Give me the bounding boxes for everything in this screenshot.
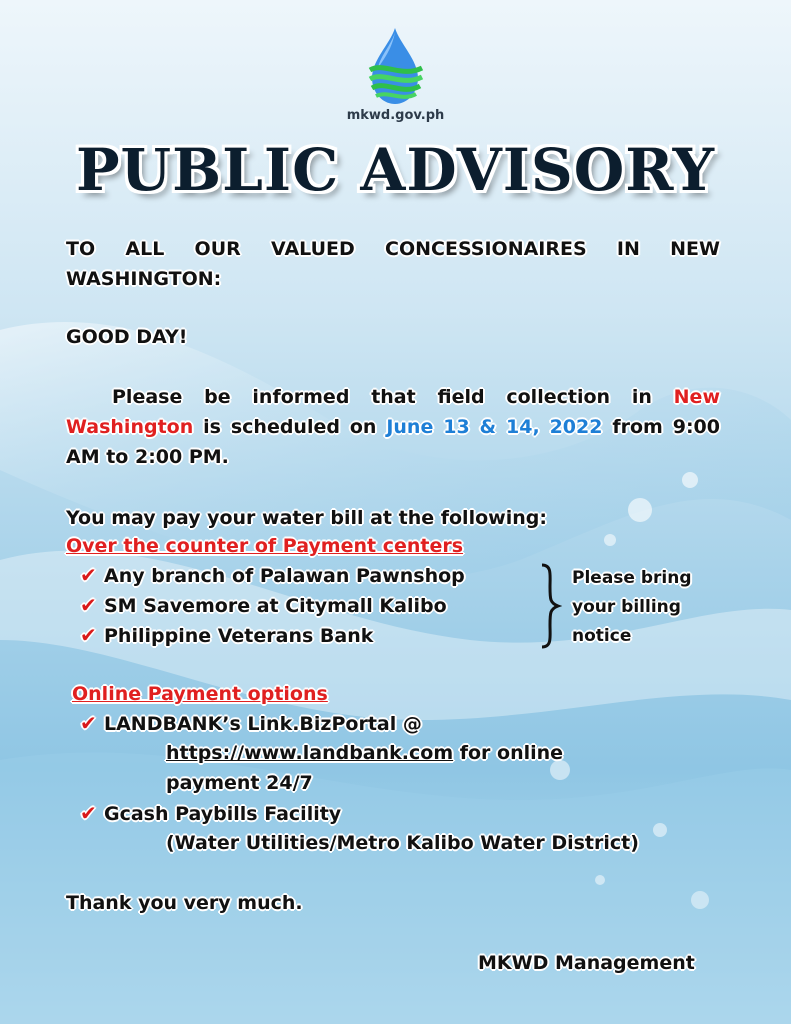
checkmark-icon: ✔ <box>80 593 97 617</box>
otc-heading: Over the counter of Payment centers <box>66 535 464 557</box>
list-item: ✔ SM Savemore at Citymall Kalibo <box>80 590 465 620</box>
website-label: mkwd.gov.ph <box>346 108 445 123</box>
landbank-link[interactable]: https://www.landbank.com <box>166 742 454 764</box>
list-item: ✔ LANDBANK’s Link.BizPortal @ <box>80 708 639 738</box>
online-list: ✔ LANDBANK’s Link.BizPortal @ https://www.landbank.com for online payment 24/7 ✔ Gcash Paybills Facility (Water Utilities/Metro Kalibo Water District) <box>80 708 639 858</box>
paragraph-text-2: is scheduled on <box>193 416 387 438</box>
brace-icon <box>538 563 562 649</box>
paragraph-text-1: Please be informed that field collection in <box>112 386 674 408</box>
checkmark-icon: ✔ <box>80 563 97 587</box>
billing-note: Please bring your billing notice <box>572 568 692 646</box>
mkwd-logo <box>362 26 428 106</box>
list-item: ✔ Any branch of Palawan Pawnshop <box>80 560 465 590</box>
salutation: TO ALL OUR VALUED CONCESSIONAIRES IN NEW WASHINGTON: <box>66 238 720 290</box>
location-highlight: New Washington <box>66 386 720 438</box>
otc-list <box>80 560 465 650</box>
list-item: ✔ Philippine Veterans Bank <box>80 620 465 650</box>
advisory-paragraph <box>66 382 720 472</box>
payment-intro: You may pay your water bill at the following: <box>66 507 547 529</box>
greeting: GOOD DAY! <box>66 326 188 348</box>
checkmark-icon: ✔ <box>80 801 97 825</box>
closing-thanks: Thank you very much. <box>66 892 303 914</box>
signature: MKWD Management <box>478 952 695 974</box>
checkmark-icon: ✔ <box>80 711 97 735</box>
paragraph-text-3: from 9:00 AM to 2:00 PM. <box>66 416 720 468</box>
page-title: PUBLIC ADVISORY <box>75 136 716 204</box>
date-highlight: June 13 & 14, 2022 <box>386 416 603 438</box>
checkmark-icon: ✔ <box>80 623 97 647</box>
online-heading: Online Payment options <box>72 683 328 705</box>
list-item: ✔ Gcash Paybills Facility <box>80 798 639 828</box>
